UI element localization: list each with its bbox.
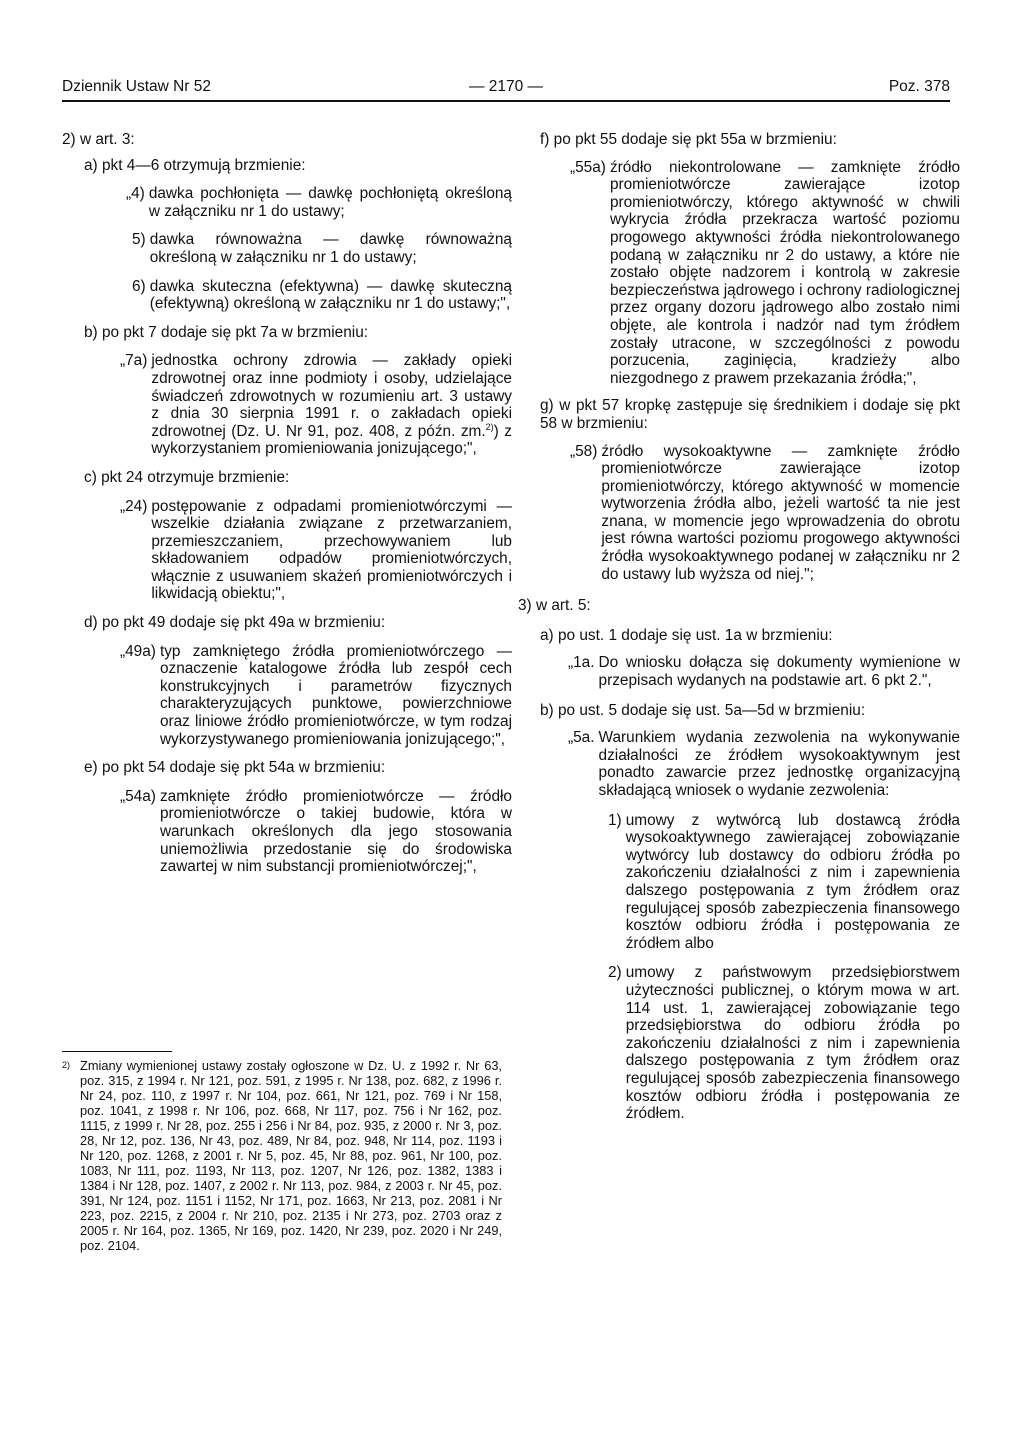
item-7a: „7a) jednostka ochrony zdrowia — zakłady opieki zdrowotnej oraz inne podmioty i osoby, udzielające świadczeń zdrowotnych w rozumieniu art. 3 ustawy z dnia 30 sierpnia 1991 r. o zakładach opieki zdrowotnej (Dz. U. Nr 91, poz. 408, z późn. zm.$^{2)}$) z wykorzystaniem promieniowania jonizującego;",	[120, 352, 512, 458]
journal-title: Dziennik Ustaw Nr 52	[62, 78, 212, 95]
item-54a: „54a) zamknięte źródło promieniotwórcze — źródło promieniotwórcze o takiej budowie, która w warunkach określonych dla jego stosowania uniemożliwia przedostanie się do środowiska zawartej w nim substancji promieniotwórczej;",	[120, 787, 512, 876]
page-number: — 2170 —	[468, 78, 544, 95]
point-g-intro: g) w pkt 57 kropkę zastępuje się średnikiem i dodaje się pkt 58 w brzmieniu:	[540, 397, 960, 432]
footnote-text: Zmiany wymienionej ustawy zostały ogłoszone w Dz. U. z 1992 r. Nr 63, poz. 315, z 1994 r. Nr 121, poz. 591, z 1995 r. Nr 138, poz. 682, z 1996 r. Nr 24, poz. 110, z 1997 r. Nr 104, poz. 661, Nr 121, poz. 769 i Nr 158, poz. 1041, z 1998 r. Nr 106, poz. 668, Nr 117, poz. 756 i Nr 162, poz. 1115, z 1999 r. Nr 28, poz. 255 i 256 i Nr 84, poz. 935, z 2000 r. Nr 3, poz. 28, Nr 12, poz. 136, Nr 43, poz. 489, Nr 84, poz. 948, Nr 114, poz. 1193 i Nr 120, poz. 1268, z 2001 r. Nr 5, poz. 45, Nr 88, poz. 961, Nr 100, poz. 1083, Nr 111, poz. 1193, Nr 113, poz. 1207, Nr 126, poz. 1382, 1383 i 1384 i Nr 128, poz. 1407, z 2002 r. Nr 113, poz. 984, z 2003 r. Nr 45, poz. 391, Nr 124, poz. 1151 i 1152, Nr 171, poz. 1663, Nr 213, poz. 2081 i Nr 223, poz. 2215, z 2004 r. Nr 210, poz. 2135 i Nr 273, poz. 2703 oraz z 2005 r. Nr 164, poz. 1365, Nr 169, poz. 1420, Nr 239, poz. 2020 i Nr 249, poz. 2104.	[80, 1058, 502, 1253]
item-6: 6) dawka skuteczna (efektywna) — dawkę skuteczną (efektywną) określoną w załączniku nr 1 do ustawy;",	[132, 277, 512, 313]
footnote	[62, 1051, 502, 1253]
point-b5-intro: b) po ust. 5 dodaje się ust. 5a—5d w brzmieniu:	[540, 701, 866, 719]
art5-heading: 3) w art. 5:	[518, 597, 591, 615]
point-e-intro: e) po pkt 54 dodaje się pkt 54a w brzmieniu:	[84, 759, 386, 777]
item-5a-2: 2) umowy z państwowym przedsiębiorstwem użyteczności publicznej, o którym mowa w art. 114 ust. 1, zawierającej zobowiązanie tego przedsiębiorstwa do odbioru źródła po zakończeniu działalności z nim i zapewnienia dalszego postępowania z tym źródłem oraz regulującej sposób zabezpieczenia finansowego kosztów odbioru źródła i postępowania ze źródłem.	[608, 964, 960, 1123]
point-d-intro: d) po pkt 49 dodaje się pkt 49a w brzmieniu:	[84, 614, 386, 632]
footnote-ref: 2)	[485, 421, 494, 432]
art3-heading: 2) w art. 3:	[62, 131, 135, 148]
item-5: 5) dawka równoważna — dawkę równoważną określoną w załączniku nr 1 do ustawy;	[132, 231, 512, 266]
item-58: „58) źródło wysokoaktywne — zamknięte źródło promieniotwórcze zawierające izotop promieniotwórczy, którego aktywność w momencie wytworzenia źródła albo, jeżeli wartość ta nie jest znana, w momencie jego wprowadzenia do obrotu jest równa wartości poziomu progowego aktywności źródła wysokoaktywnego podanej w załączniku nr 2 do ustawy lub wyższa od niej.";	[570, 442, 960, 583]
left-column	[62, 131, 512, 876]
item-1a: „1a. Do wniosku dołącza się dokumenty wymienione w przepisach wydanych na podstawie art. 6 pkt 2.",	[568, 654, 960, 690]
page-header	[62, 78, 950, 102]
point-a5-intro: a) po ust. 1 dodaje się ust. 1a w brzmieniu:	[540, 626, 833, 644]
position-number: Poz. 378	[888, 78, 950, 95]
point-a-intro: a) pkt 4—6 otrzymują brzmienie:	[84, 156, 306, 174]
item-5a-1: 1) umowy z wytwórcą lub dostawcą źródła wysokoaktywnego zawierającej zobowiązanie wytwórcy lub dostawcy do odbioru źródła po zakończeniu działalności z nim i zapewnienia dalszego postępowania z tym źródłem oraz regulującej sposób zabezpieczenia finansowego kosztów odbioru źródła i postępowania ze źródłem albo	[608, 811, 960, 952]
right-column	[518, 131, 960, 1123]
item-4: „4) dawka pochłonięta — dawkę pochłoniętą określoną w załączniku nr 1 do ustawy;	[126, 185, 512, 220]
point-c-intro: c) pkt 24 otrzymuje brzmienie:	[84, 468, 290, 486]
footnote-mark: 2)	[62, 1060, 71, 1070]
item-5a: „5a. Warunkiem wydania zezwolenia na wykonywanie działalności ze źródłem wysokoaktywnym jest ponadto zawarcie przez jednostkę organizacyjną składającą wniosek o wydanie zezwolenia:	[568, 729, 960, 799]
footnote-divider	[62, 1051, 172, 1052]
item-24: „24) postępowanie z odpadami promieniotwórczymi — wszelkie działania związane z przetwarzaniem, przemieszczaniem, przechowywaniem lub składowaniem odpadów promieniotwórczych, włącznie z usuwaniem skażeń promieniotwórczych i likwidacją obiektu;",	[120, 497, 512, 603]
point-b-intro: b) po pkt 7 dodaje się pkt 7a w brzmieniu:	[84, 323, 369, 341]
point-f-intro: f) po pkt 55 dodaje się pkt 55a w brzmieniu:	[540, 131, 837, 148]
item-49a: „49a) typ zamkniętego źródła promieniotwórczego — oznaczenie katalogowe źródła lub zespół cech konstrukcyjnych i parametrów fizycznych charakteryzujących punktowe, powierzchniowe oraz liniowe źródło promieniotwórcze, w tym rodzaj wykorzystywanego promieniowania jonizującego;",	[120, 642, 512, 748]
item-55a: „55a) źródło niekontrolowane — zamknięte źródło promieniotwórcze zawierające izotop promieniotwórczy, którego aktywność w chwili wykrycia źródła przekracza wartość poziomu progowego aktywności źródła niekontrolowanego podaną w załączniku nr 2 do ustawy, a które nie zostało objęte nadzorem i kontrolą w zakresie bezpieczeństwa jądrowego i ochrony radiologicznej przez organy dozoru jądrowego albo zostało nimi objęte, ale kontrola i nadzór nad tym źródłem zostały utracone, w szczególności z powodu porzucenia, zaginięcia, kradzieży albo niezgodnego z prawem przekazania źródła;",	[570, 158, 960, 387]
